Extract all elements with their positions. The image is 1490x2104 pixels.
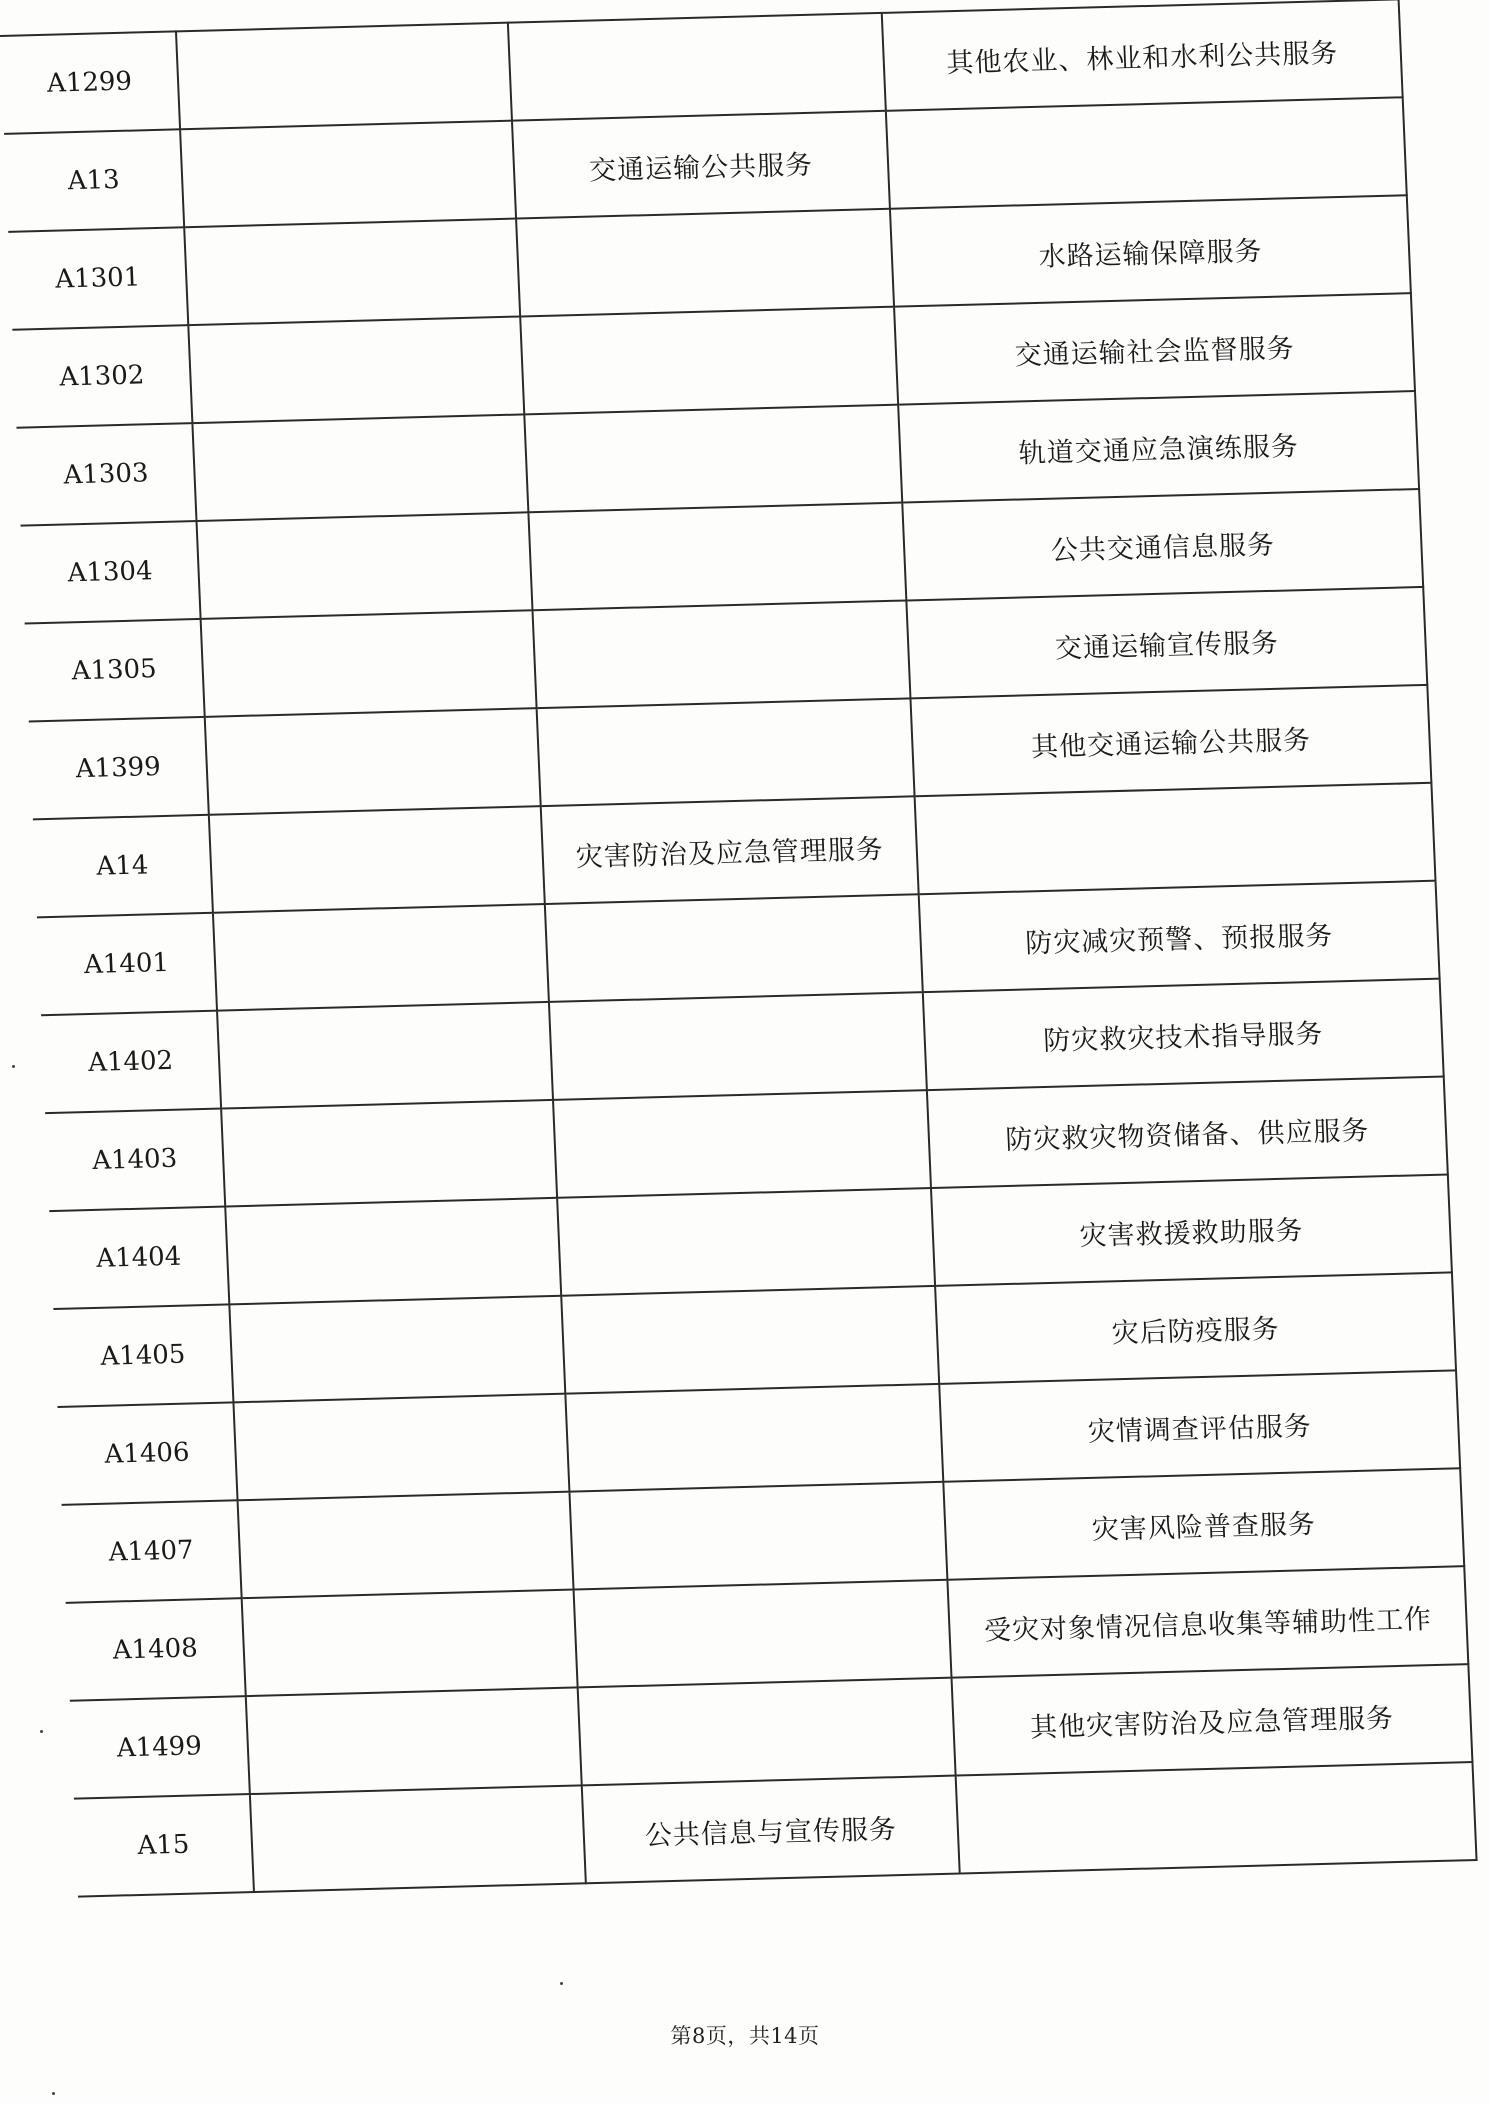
scan-speck	[12, 1065, 15, 1068]
blank-cell	[225, 1198, 561, 1305]
blank-cell	[250, 1785, 586, 1892]
level3-category-cell: 受灾对象情况信息收集等辅助性工作	[947, 1566, 1468, 1677]
scan-speck	[560, 1982, 563, 1985]
level3-category-cell: 防灾减灾预警、预报服务	[919, 881, 1440, 992]
level3-category-cell	[886, 97, 1407, 208]
level3-category-cell: 灾情调查评估服务	[939, 1370, 1460, 1481]
category-code-cell: A15	[74, 1794, 254, 1897]
level3-category-cell: 灾害救援救助服务	[931, 1174, 1452, 1285]
category-code-cell: A1399	[29, 717, 209, 820]
blank-cell	[221, 1100, 557, 1207]
category-code-cell: A13	[4, 129, 184, 232]
category-code-cell: A1407	[62, 1500, 242, 1603]
blank-cell	[213, 904, 549, 1011]
level2-category-cell	[574, 1580, 952, 1688]
category-code-cell: A1405	[53, 1304, 233, 1407]
blank-cell	[229, 1296, 565, 1403]
level3-category-cell: 其他灾害防治及应急管理服务	[952, 1664, 1473, 1775]
category-code-cell: A1408	[66, 1598, 246, 1701]
level3-category-cell: 交通运输社会监督服务	[894, 293, 1415, 404]
level3-category-cell: 其他交通运输公共服务	[910, 685, 1431, 796]
level2-category-cell	[508, 13, 886, 121]
level3-category-cell	[915, 783, 1436, 894]
blank-cell	[188, 316, 524, 423]
category-code-cell: A1401	[37, 913, 217, 1016]
level3-category-cell: 防灾救灾技术指导服务	[923, 979, 1444, 1090]
level2-category-cell: 公共信息与宣传服务	[582, 1776, 960, 1884]
level2-category-cell	[549, 992, 927, 1100]
level3-category-cell: 公共交通信息服务	[902, 489, 1423, 600]
blank-cell	[184, 219, 520, 326]
level2-category-cell	[532, 600, 910, 708]
level3-category-cell	[956, 1762, 1477, 1873]
blank-cell	[192, 414, 528, 521]
blank-cell	[233, 1394, 569, 1501]
blank-cell	[205, 708, 541, 815]
level3-category-cell: 灾后防疫服务	[935, 1272, 1456, 1383]
category-code-cell: A1303	[16, 423, 196, 526]
blank-cell	[201, 610, 537, 717]
category-code-cell: A1305	[25, 619, 205, 722]
level3-category-cell: 其他农业、林业和水利公共服务	[882, 0, 1403, 111]
scan-speck	[52, 2092, 55, 2095]
category-code-cell: A1402	[41, 1011, 221, 1114]
category-code-cell: A1406	[58, 1402, 238, 1505]
level2-category-cell	[524, 405, 902, 513]
page-number: 第8页，共14页	[670, 2024, 820, 2048]
category-code-cell: A1301	[8, 227, 188, 330]
blank-cell	[217, 1002, 553, 1109]
level3-category-cell: 水路运输保障服务	[890, 195, 1411, 306]
level2-category-cell	[578, 1678, 956, 1786]
blank-cell	[246, 1687, 582, 1794]
blank-cell	[176, 23, 512, 130]
level3-category-cell: 交通运输宣传服务	[906, 587, 1427, 698]
level2-category-cell	[537, 698, 915, 806]
level3-category-cell: 防灾救灾物资储备、供应服务	[927, 1077, 1448, 1188]
category-code-cell: A1499	[70, 1696, 250, 1799]
level2-category-cell	[553, 1090, 931, 1198]
level2-category-cell	[528, 503, 906, 611]
category-code-cell: A1299	[0, 31, 180, 134]
level3-category-cell: 轨道交通应急演练服务	[898, 391, 1419, 502]
level2-category-cell: 交通运输公共服务	[512, 111, 890, 219]
level2-category-cell	[557, 1188, 935, 1296]
category-code-cell: A1403	[45, 1109, 225, 1212]
level2-category-cell	[565, 1384, 943, 1492]
category-code-cell: A1404	[49, 1207, 229, 1310]
category-code-cell: A1302	[12, 325, 192, 428]
level2-category-cell: 灾害防治及应急管理服务	[541, 796, 919, 904]
blank-cell	[197, 512, 533, 619]
blank-cell	[180, 121, 516, 228]
blank-cell	[242, 1590, 578, 1697]
level3-category-cell: 灾害风险普查服务	[943, 1468, 1464, 1579]
level2-category-cell	[520, 307, 898, 415]
level2-category-cell	[545, 894, 923, 1002]
level2-category-cell	[569, 1482, 947, 1590]
level2-category-cell	[561, 1286, 939, 1394]
category-code-cell: A14	[33, 815, 213, 918]
level2-category-cell	[516, 209, 894, 317]
scan-speck	[40, 1730, 43, 1733]
blank-cell	[209, 806, 545, 913]
blank-cell	[238, 1492, 574, 1599]
category-code-cell: A1304	[21, 521, 201, 624]
